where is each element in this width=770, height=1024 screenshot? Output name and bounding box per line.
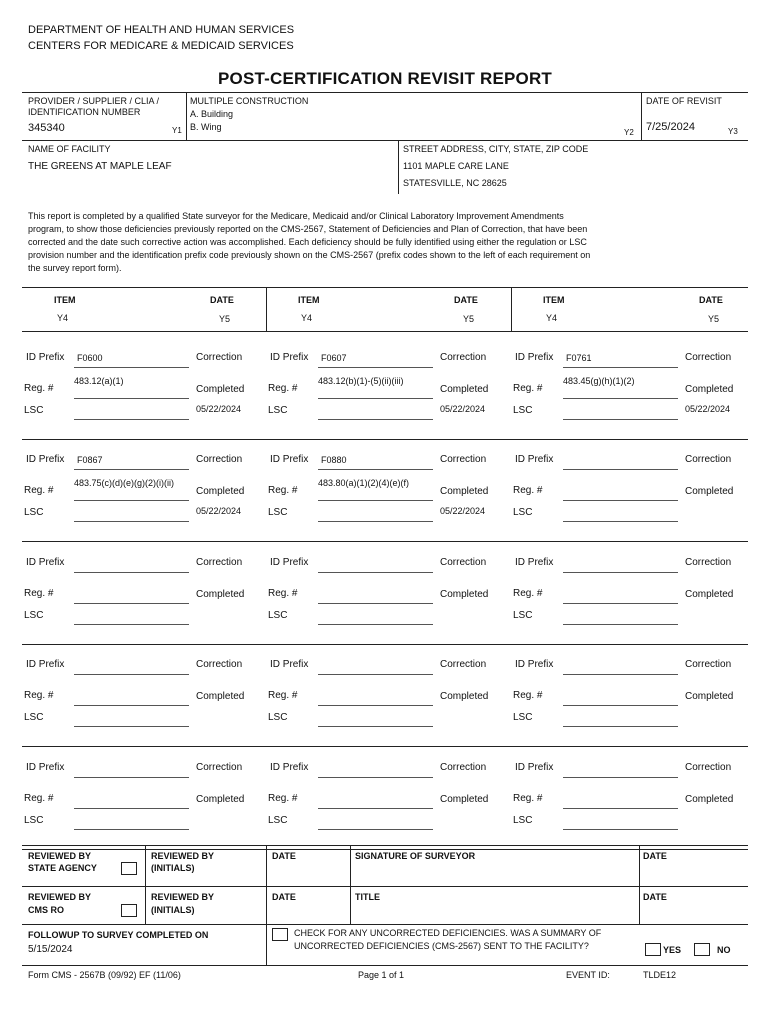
reg-line (318, 500, 433, 501)
id-prefix-label: ID Prefix (26, 557, 65, 568)
reg-line (563, 398, 678, 399)
completed-label: Completed (440, 384, 489, 395)
reg-label: Reg. # (24, 793, 54, 804)
lsc-label: LSC (513, 405, 533, 416)
completed-label: Completed (440, 691, 489, 702)
date-code: Y5 (708, 314, 720, 324)
id-prefix-line (563, 777, 678, 778)
id-prefix-line (563, 367, 678, 368)
reg-line (563, 500, 678, 501)
correction-label: Correction (685, 454, 732, 465)
form-title: POST-CERTIFICATION REVISIT REPORT (217, 69, 553, 88)
id-prefix-label: ID Prefix (26, 762, 65, 773)
id-prefix-label: ID Prefix (515, 557, 554, 568)
id-prefix-value: F0600 (77, 353, 103, 363)
id-prefix-label: ID Prefix (270, 352, 309, 363)
correction-label: Correction (685, 762, 732, 773)
state-agency-checkbox[interactable] (121, 862, 137, 875)
id-prefix-label: ID Prefix (270, 659, 309, 670)
lsc-line (318, 726, 433, 727)
intro-line: program, to show those deficiencies previously reported on the CMS-2567, Statement of Deficiencies and Plan of Correction, that have been (28, 224, 588, 234)
revisit-code: Y3 (728, 127, 738, 136)
divider (22, 140, 748, 141)
intro-line: This report is completed by a qualified State surveyor for the Medicare, Medicaid and/or Clinical Laboratory Improvement Amendments (28, 211, 564, 221)
completed-label: Completed (196, 691, 245, 702)
reg-line (318, 603, 433, 604)
agency-line-2: CENTERS FOR MEDICARE & MEDICAID SERVICES (28, 40, 294, 52)
lsc-line (74, 521, 189, 522)
completed-date: 05/22/2024 (440, 506, 486, 516)
date-label: DATE (643, 851, 667, 861)
lsc-line (318, 624, 433, 625)
provider-code: Y1 (172, 126, 182, 135)
completed-label: Completed (196, 589, 245, 600)
divider (350, 845, 351, 924)
agency-line-1: DEPARTMENT OF HEALTH AND HUMAN SERVICES (28, 24, 295, 36)
id-prefix-label: ID Prefix (26, 454, 65, 465)
revisit-label: DATE OF REVISIT (646, 96, 722, 106)
id-prefix-line (563, 469, 678, 470)
id-prefix-line (74, 674, 189, 675)
completed-label: Completed (685, 384, 734, 395)
completed-label: Completed (440, 589, 489, 600)
correction-label: Correction (196, 557, 243, 568)
completed-label: Completed (196, 794, 245, 805)
followup-label: FOLLOWUP TO SURVEY COMPLETED ON (28, 930, 209, 940)
completed-date: 05/22/2024 (196, 506, 242, 516)
divider (22, 644, 748, 645)
correction-label: Correction (685, 659, 732, 670)
lsc-line (74, 624, 189, 625)
intro-line: provision number and the identification prefix code previously shown on the CMS-2567 (prefix codes shown to the left of each requirement on (28, 250, 591, 260)
revisit-date: 7/25/2024 (646, 121, 695, 133)
address-line-2: STATESVILLE, NC 28625 (403, 178, 507, 188)
id-prefix-line (74, 572, 189, 573)
id-prefix-line (318, 572, 433, 573)
lsc-label: LSC (513, 712, 533, 723)
completed-date: 05/22/2024 (440, 404, 486, 414)
reg-label: Reg. # (513, 485, 543, 496)
uncorrected-checkbox[interactable] (272, 928, 288, 941)
date-label: DATE (272, 851, 296, 861)
reg-label: Reg. # (513, 690, 543, 701)
divider (22, 287, 748, 288)
lsc-line (563, 419, 678, 420)
facility-label: NAME OF FACILITY (28, 144, 111, 154)
address-line-1: 1101 MAPLE CARE LANE (403, 161, 509, 171)
yes-label: YES (663, 945, 682, 955)
reg-label: Reg. # (268, 588, 298, 599)
divider (22, 331, 748, 332)
reg-line (74, 808, 189, 809)
item-header: ITEM (298, 295, 320, 305)
title-label: TITLE (355, 892, 380, 902)
divider (22, 924, 748, 925)
cms-ro-label: CMS RO (28, 905, 64, 915)
divider (22, 746, 748, 747)
reg-label: Reg. # (24, 485, 54, 496)
uncorrected-question-1: CHECK FOR ANY UNCORRECTED DEFICIENCIES. WAS A SUMMARY OF (294, 928, 602, 938)
completed-label: Completed (685, 486, 734, 497)
id-prefix-label: ID Prefix (515, 762, 554, 773)
id-prefix-value: F0761 (566, 353, 592, 363)
id-prefix-line (74, 469, 189, 470)
lsc-line (563, 624, 678, 625)
reg-label: Reg. # (268, 485, 298, 496)
completed-label: Completed (685, 691, 734, 702)
correction-label: Correction (440, 352, 487, 363)
id-prefix-label: ID Prefix (270, 454, 309, 465)
id-prefix-line (318, 469, 433, 470)
id-prefix-value: F0880 (321, 455, 347, 465)
reg-line (74, 705, 189, 706)
reg-line (318, 398, 433, 399)
reg-label: Reg. # (513, 383, 543, 394)
id-prefix-label: ID Prefix (26, 352, 65, 363)
correction-label: Correction (685, 557, 732, 568)
date-label: DATE (643, 892, 667, 902)
completed-label: Completed (685, 794, 734, 805)
address-label: STREET ADDRESS, CITY, STATE, ZIP CODE (403, 144, 589, 154)
id-prefix-label: ID Prefix (26, 659, 65, 670)
correction-label: Correction (196, 454, 243, 465)
correction-label: Correction (440, 454, 487, 465)
item-code: Y4 (57, 313, 69, 323)
correction-label: Correction (196, 659, 243, 670)
lsc-line (318, 521, 433, 522)
completed-label: Completed (196, 486, 245, 497)
item-code: Y4 (546, 313, 558, 323)
lsc-line (74, 829, 189, 830)
date-header: DATE (699, 295, 723, 305)
reg-value: 483.80(a)(1)(2)(4)(e)(f) (318, 478, 410, 488)
item-header: ITEM (54, 295, 76, 305)
reg-line (74, 398, 189, 399)
completed-label: Completed (440, 794, 489, 805)
lsc-line (563, 726, 678, 727)
correction-label: Correction (196, 352, 243, 363)
divider (145, 845, 146, 924)
divider (22, 965, 748, 966)
reg-line (74, 500, 189, 501)
id-prefix-line (74, 367, 189, 368)
date-header: DATE (454, 295, 478, 305)
date-code: Y5 (463, 314, 475, 324)
cms-ro-checkbox[interactable] (121, 904, 137, 917)
reg-line (318, 705, 433, 706)
provider-label-1: PROVIDER / SUPPLIER / CLIA / (28, 96, 160, 106)
intro-line: the survey report form). (28, 263, 122, 273)
lsc-label: LSC (513, 815, 533, 826)
intro-line: corrected and the date such corrective action was accomplished. Each deficiency should be fully identified using either the regulation or LSC (28, 237, 587, 247)
lsc-label: LSC (24, 610, 44, 621)
reg-label: Reg. # (268, 690, 298, 701)
lsc-label: LSC (513, 610, 533, 621)
id-prefix-label: ID Prefix (270, 762, 309, 773)
lsc-line (74, 726, 189, 727)
item-code: Y4 (301, 313, 313, 323)
reg-value: 483.45(g)(h)(1)(2) (563, 376, 635, 386)
divider (641, 92, 642, 140)
lsc-line (563, 521, 678, 522)
provider-number: 345340 (28, 122, 65, 134)
reg-value: 483.12(b)(1)-(5)(ii)(iii) (318, 376, 404, 386)
id-prefix-value: F0607 (321, 353, 347, 363)
divider (22, 92, 748, 93)
reg-line (318, 808, 433, 809)
id-prefix-value: F0867 (77, 455, 103, 465)
signature-label: SIGNATURE OF SURVEYOR (355, 851, 476, 861)
id-prefix-label: ID Prefix (515, 659, 554, 670)
id-prefix-line (563, 572, 678, 573)
correction-label: Correction (440, 762, 487, 773)
reg-label: Reg. # (513, 588, 543, 599)
id-prefix-line (318, 674, 433, 675)
form-number: Form CMS - 2567B (09/92) EF (11/06) (28, 970, 181, 980)
reg-line (563, 808, 678, 809)
event-id-label: EVENT ID: (566, 970, 610, 980)
no-checkbox[interactable] (694, 943, 710, 956)
id-prefix-line (318, 777, 433, 778)
reg-label: Reg. # (24, 383, 54, 394)
date-label: DATE (272, 892, 296, 902)
divider (511, 287, 512, 331)
divider (186, 92, 187, 140)
initials-label: (INITIALS) (151, 905, 195, 915)
reg-label: Reg. # (24, 690, 54, 701)
divider (266, 924, 267, 965)
lsc-label: LSC (24, 712, 44, 723)
id-prefix-line (318, 367, 433, 368)
divider (639, 845, 640, 924)
divider (266, 287, 267, 331)
correction-label: Correction (685, 352, 732, 363)
lsc-line (563, 829, 678, 830)
id-prefix-label: ID Prefix (515, 454, 554, 465)
lsc-line (74, 419, 189, 420)
reg-line (74, 603, 189, 604)
lsc-line (318, 419, 433, 420)
construction-wing: B. Wing (190, 122, 222, 132)
construction-code: Y2 (624, 128, 634, 137)
event-id: TLDE12 (643, 970, 677, 980)
reg-line (563, 603, 678, 604)
yes-checkbox[interactable] (645, 943, 661, 956)
reg-label: Reg. # (268, 383, 298, 394)
completed-label: Completed (196, 384, 245, 395)
correction-label: Correction (440, 557, 487, 568)
reg-label: Reg. # (24, 588, 54, 599)
state-agency-label: STATE AGENCY (28, 863, 97, 873)
reg-value: 483.75(c)(d)(e)(g)(2)(i)(ii) (74, 478, 175, 488)
completed-date: 05/22/2024 (196, 404, 242, 414)
reviewed-by-label: REVIEWED BY (151, 892, 215, 902)
reviewed-by-label: REVIEWED BY (151, 851, 215, 861)
divider (22, 439, 748, 440)
completed-date: 05/22/2024 (685, 404, 731, 414)
initials-label: (INITIALS) (151, 863, 195, 873)
correction-label: Correction (440, 659, 487, 670)
lsc-label: LSC (24, 507, 44, 518)
page-number: Page 1 of 1 (358, 970, 405, 980)
divider (266, 845, 267, 924)
date-header: DATE (210, 295, 234, 305)
reviewed-by-label: REVIEWED BY (28, 892, 92, 902)
facility-name: THE GREENS AT MAPLE LEAF (28, 161, 172, 172)
lsc-label: LSC (268, 507, 288, 518)
id-prefix-line (563, 674, 678, 675)
lsc-label: LSC (24, 815, 44, 826)
followup-date: 5/15/2024 (28, 944, 73, 955)
reg-line (563, 705, 678, 706)
intro-paragraph (28, 210, 590, 275)
completed-label: Completed (685, 589, 734, 600)
id-prefix-label: ID Prefix (515, 352, 554, 363)
provider-label-2: IDENTIFICATION NUMBER (28, 107, 141, 117)
reg-label: Reg. # (513, 793, 543, 804)
completed-label: Completed (440, 486, 489, 497)
uncorrected-question-2: UNCORRECTED DEFICIENCIES (CMS-2567) SENT TO THE FACILITY? (294, 941, 589, 951)
lsc-line (318, 829, 433, 830)
id-prefix-label: ID Prefix (270, 557, 309, 568)
construction-building: A. Building (190, 109, 234, 119)
reg-value: 483.12(a)(1) (74, 376, 124, 386)
lsc-label: LSC (268, 815, 288, 826)
reviewed-by-label: REVIEWED BY (28, 851, 92, 861)
lsc-label: LSC (24, 405, 44, 416)
correction-label: Correction (196, 762, 243, 773)
no-label: NO (717, 945, 731, 955)
construction-label: MULTIPLE CONSTRUCTION (190, 96, 309, 106)
lsc-label: LSC (268, 610, 288, 621)
id-prefix-line (74, 777, 189, 778)
date-code: Y5 (219, 314, 231, 324)
lsc-label: LSC (268, 712, 288, 723)
divider (398, 140, 399, 194)
reg-label: Reg. # (268, 793, 298, 804)
lsc-label: LSC (268, 405, 288, 416)
item-header: ITEM (543, 295, 565, 305)
lsc-label: LSC (513, 507, 533, 518)
divider (22, 541, 748, 542)
